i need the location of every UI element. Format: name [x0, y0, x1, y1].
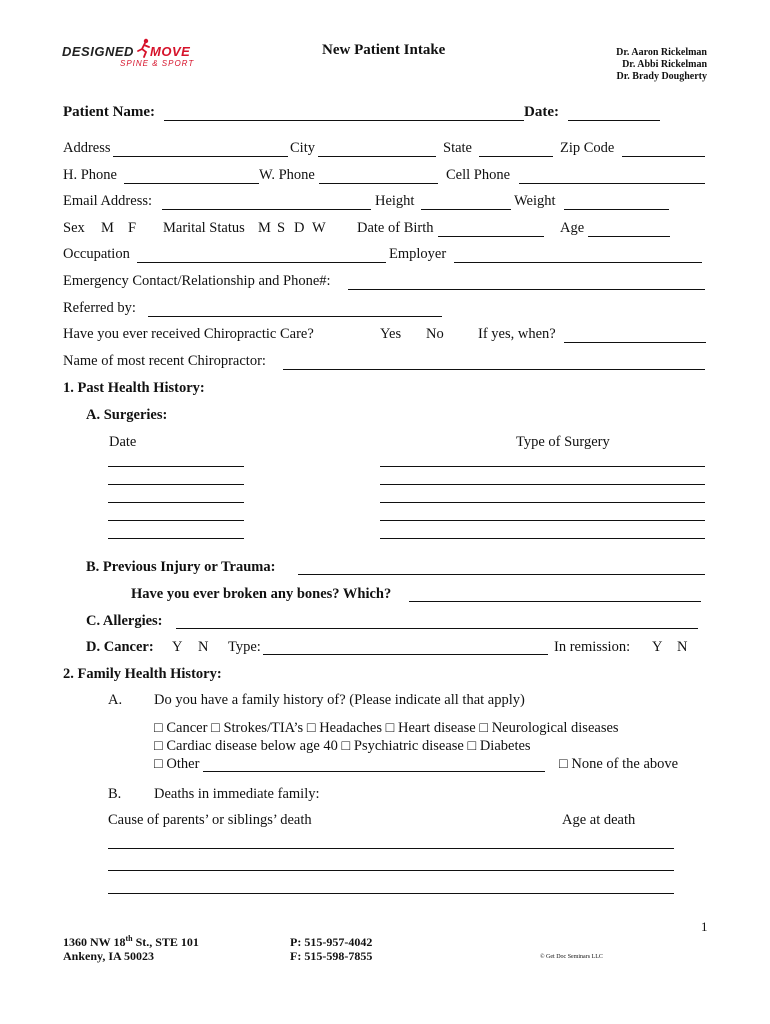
surgery-date-field[interactable]	[108, 538, 244, 539]
employer-label: Employer	[389, 246, 447, 262]
chiro-question: Have you ever received Chiropractic Care?	[63, 326, 314, 342]
broken-bones-label: Have you ever broken any bones? Which?	[131, 586, 392, 602]
surgery-date-header: Date	[109, 434, 137, 450]
logo-subtitle: SPINE & SPORT	[120, 59, 195, 68]
weight-field[interactable]	[564, 209, 669, 210]
family-conditions-row-1[interactable]: □ Cancer □ Strokes/TIA’s □ Headaches □ Heart disease □ Neurological diseases	[154, 720, 619, 736]
logo-word-designed: DESIGNED	[62, 44, 134, 59]
allergies-field[interactable]	[176, 628, 698, 629]
footer-address-street: 1360 NW 18	[63, 935, 126, 949]
h-phone-field[interactable]	[124, 183, 259, 184]
cancer-type-label: Type:	[228, 639, 261, 655]
city-label: City	[290, 140, 315, 156]
employer-field[interactable]	[454, 262, 702, 263]
email-field[interactable]	[162, 209, 371, 210]
emergency-label: Emergency Contact/Relationship and Phone#:	[63, 273, 331, 289]
footer-address-sup: th	[125, 934, 133, 943]
cell-phone-field[interactable]	[519, 183, 705, 184]
sex-option-f[interactable]: F	[128, 220, 137, 236]
zip-label: Zip Code	[560, 140, 615, 156]
if-yes-label: If yes, when?	[478, 326, 556, 342]
deaths-field[interactable]	[108, 893, 674, 894]
doctor-3: Dr. Brady Dougherty	[616, 71, 707, 82]
h-phone-label: H. Phone	[63, 167, 117, 183]
family-other-option[interactable]: □ Other	[154, 756, 200, 772]
injury-label: B. Previous Injury or Trauma:	[86, 559, 276, 575]
emergency-field[interactable]	[348, 289, 705, 290]
height-label: Height	[375, 193, 415, 209]
marital-option-s[interactable]: S	[277, 220, 286, 236]
occupation-field[interactable]	[137, 262, 386, 263]
surgery-date-field[interactable]	[108, 502, 244, 503]
referred-label: Referred by:	[63, 300, 136, 316]
surgery-type-header: Type of Surgery	[516, 434, 610, 450]
past-history-heading: 1. Past Health History:	[63, 380, 205, 396]
address-label: Address	[63, 140, 111, 156]
patient-name-label: Patient Name:	[63, 104, 156, 120]
marital-label: Marital Status	[163, 220, 245, 236]
surgery-type-field[interactable]	[380, 520, 705, 521]
cancer-label: D. Cancer:	[86, 639, 154, 655]
age-at-death-header: Age at death	[562, 812, 636, 828]
family-none-option[interactable]: □ None of the above	[559, 756, 679, 772]
cell-phone-label: Cell Phone	[446, 167, 511, 183]
occupation-label: Occupation	[63, 246, 130, 262]
footer-address-line-2: Ankeny, IA 50023	[63, 949, 155, 963]
doctor-1: Dr. Aaron Rickelman	[616, 47, 707, 58]
family-a-question: Do you have a family history of? (Please indicate all that apply)	[154, 692, 525, 708]
remission-yes-option[interactable]: Y	[652, 639, 663, 655]
email-label: Email Address:	[63, 193, 153, 209]
patient-name-field[interactable]	[164, 120, 524, 121]
age-label: Age	[560, 220, 585, 236]
logo-word-move: MOVE	[150, 44, 191, 59]
zip-field[interactable]	[622, 156, 705, 157]
surgery-type-field[interactable]	[380, 484, 705, 485]
allergies-label: C. Allergies:	[86, 613, 163, 629]
page-number: 1	[701, 919, 708, 934]
surgeries-heading: A. Surgeries:	[86, 407, 168, 423]
sex-option-m[interactable]: M	[101, 220, 114, 236]
chiro-no-option[interactable]: No	[426, 326, 444, 342]
family-b-label: B.	[108, 786, 122, 802]
footer-address-line-1	[63, 934, 199, 950]
w-phone-label: W. Phone	[259, 167, 315, 183]
footer-phone: P: 515-957-4042	[290, 935, 373, 949]
height-field[interactable]	[421, 209, 511, 210]
surgery-type-field[interactable]	[380, 538, 705, 539]
family-history-heading: 2. Family Health History:	[63, 666, 222, 682]
surgery-type-field[interactable]	[380, 502, 705, 503]
marital-option-w[interactable]: W	[312, 220, 326, 236]
dob-field[interactable]	[438, 236, 544, 237]
family-a-label: A.	[108, 692, 123, 708]
injury-field[interactable]	[298, 574, 705, 575]
surgery-date-field[interactable]	[108, 466, 244, 467]
cancer-type-field[interactable]	[263, 654, 548, 655]
footer-copyright: © Get Doc Seminars LLC	[540, 954, 603, 960]
marital-option-m[interactable]: M	[258, 220, 271, 236]
date-label: Date:	[524, 104, 559, 120]
footer-address-suite: St., STE 101	[132, 935, 199, 949]
surgery-type-field[interactable]	[380, 466, 705, 467]
if-yes-field[interactable]	[564, 342, 706, 343]
weight-label: Weight	[514, 193, 556, 209]
date-field[interactable]	[568, 120, 660, 121]
cause-of-death-header: Cause of parents’ or siblings’ death	[108, 812, 312, 828]
surgery-date-field[interactable]	[108, 520, 244, 521]
footer-fax: F: 515-598-7855	[290, 949, 373, 963]
w-phone-field[interactable]	[319, 183, 438, 184]
marital-option-d[interactable]: D	[294, 220, 305, 236]
logo	[62, 38, 202, 70]
recent-chiro-field[interactable]	[283, 369, 705, 370]
sex-label: Sex	[63, 220, 85, 236]
state-field[interactable]	[479, 156, 553, 157]
recent-chiro-label: Name of most recent Chiropractor:	[63, 353, 266, 369]
deaths-field[interactable]	[108, 848, 674, 849]
address-field[interactable]	[113, 156, 288, 157]
doctor-2: Dr. Abbi Rickelman	[622, 59, 707, 70]
broken-bones-field[interactable]	[409, 601, 701, 602]
surgery-date-field[interactable]	[108, 484, 244, 485]
remission-no-option[interactable]: N	[677, 639, 688, 655]
deaths-field[interactable]	[108, 870, 674, 871]
family-conditions-row-2[interactable]: □ Cardiac disease below age 40 □ Psychiatric disease □ Diabetes	[154, 738, 531, 754]
remission-label: In remission:	[554, 639, 631, 655]
state-label: State	[443, 140, 472, 156]
cancer-yes-option[interactable]: Y	[172, 639, 183, 655]
dob-label: Date of Birth	[357, 220, 434, 236]
cancer-no-option[interactable]: N	[198, 639, 209, 655]
family-b-question: Deaths in immediate family:	[154, 786, 320, 802]
family-other-field[interactable]	[203, 771, 545, 772]
age-field[interactable]	[588, 236, 670, 237]
page-title: New Patient Intake	[322, 42, 446, 58]
city-field[interactable]	[318, 156, 436, 157]
referred-field[interactable]	[148, 316, 442, 317]
chiro-yes-option[interactable]: Yes	[380, 326, 402, 342]
